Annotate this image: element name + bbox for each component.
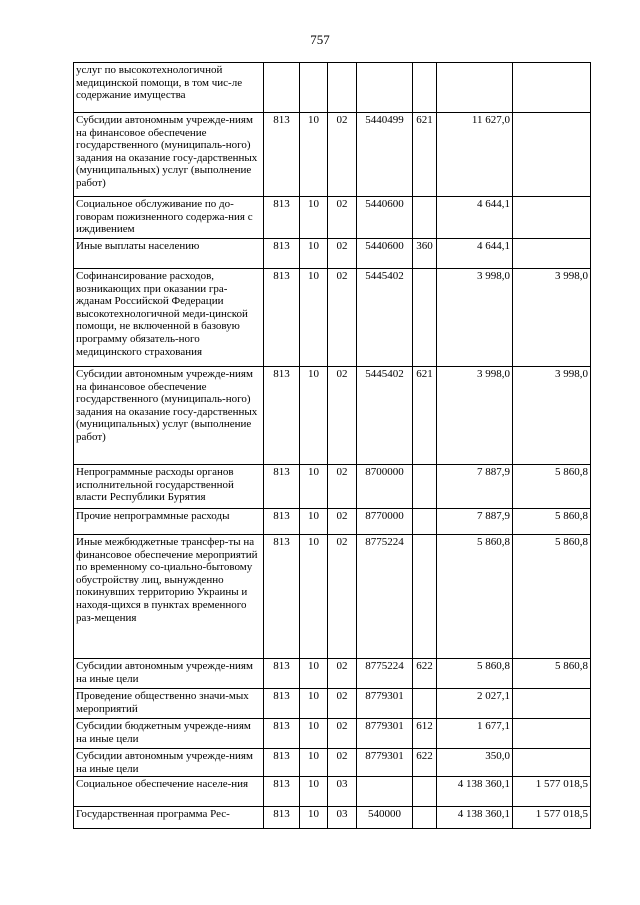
row-name: Субсидии автономным учрежде-ниям на иные цели bbox=[74, 749, 264, 777]
subsection-code: 02 bbox=[328, 535, 357, 659]
amount-federal: 3 998,0 bbox=[513, 367, 591, 465]
row-name: Иные выплаты населению bbox=[74, 239, 264, 269]
section-code: 10 bbox=[300, 113, 328, 197]
subsection-code: 02 bbox=[328, 749, 357, 777]
ministry-code: 813 bbox=[264, 659, 300, 689]
row-name: Социальное обеспечение населе-ния bbox=[74, 777, 264, 807]
table-row bbox=[74, 63, 591, 113]
row-name: Непрограммные расходы органов исполнительной государственной власти Республики Бурятия bbox=[74, 465, 264, 509]
amount-federal bbox=[513, 63, 591, 113]
amount-total: 350,0 bbox=[437, 749, 513, 777]
table-row bbox=[74, 239, 591, 269]
budget-table bbox=[73, 62, 591, 829]
section-code: 10 bbox=[300, 239, 328, 269]
target-article-code: 5440600 bbox=[357, 239, 413, 269]
amount-total: 3 998,0 bbox=[437, 269, 513, 367]
amount-total: 1 677,1 bbox=[437, 719, 513, 749]
subsection-code: 02 bbox=[328, 269, 357, 367]
row-name: Софинансирование расходов, возникающих при оказании гра-жданам Российской Федерации высокотехнологичной меди-цинской помощи, не включенной в базовую программу обязатель-ного медицинского страхования bbox=[74, 269, 264, 367]
target-article-code: 5440499 bbox=[357, 113, 413, 197]
expense-type-code bbox=[413, 807, 437, 829]
subsection-code: 02 bbox=[328, 239, 357, 269]
ministry-code: 813 bbox=[264, 807, 300, 829]
table-row bbox=[74, 689, 591, 719]
section-code: 10 bbox=[300, 777, 328, 807]
amount-federal bbox=[513, 719, 591, 749]
subsection-code: 02 bbox=[328, 367, 357, 465]
row-name: Субсидии автономным учрежде-ниям на финансовое обеспечение государственного (муниципаль-ного) задания на оказание госу-дарственных (муниципальных) услуг (выполнение работ) bbox=[74, 113, 264, 197]
table-row bbox=[74, 113, 591, 197]
target-article-code: 8779301 bbox=[357, 749, 413, 777]
amount-total bbox=[437, 63, 513, 113]
amount-federal bbox=[513, 749, 591, 777]
subsection-code: 02 bbox=[328, 113, 357, 197]
row-name: Прочие непрограммные расходы bbox=[74, 509, 264, 535]
ministry-code bbox=[264, 63, 300, 113]
section-code: 10 bbox=[300, 367, 328, 465]
amount-federal: 5 860,8 bbox=[513, 509, 591, 535]
expense-type-code: 622 bbox=[413, 659, 437, 689]
section-code: 10 bbox=[300, 689, 328, 719]
amount-total: 7 887,9 bbox=[437, 509, 513, 535]
target-article-code: 5445402 bbox=[357, 269, 413, 367]
ministry-code: 813 bbox=[264, 197, 300, 239]
amount-federal: 5 860,8 bbox=[513, 465, 591, 509]
ministry-code: 813 bbox=[264, 269, 300, 367]
table-row bbox=[74, 749, 591, 777]
subsection-code: 03 bbox=[328, 777, 357, 807]
ministry-code: 813 bbox=[264, 689, 300, 719]
ministry-code: 813 bbox=[264, 113, 300, 197]
expense-type-code: 621 bbox=[413, 367, 437, 465]
section-code: 10 bbox=[300, 749, 328, 777]
expense-type-code bbox=[413, 63, 437, 113]
target-article-code: 8779301 bbox=[357, 689, 413, 719]
ministry-code: 813 bbox=[264, 465, 300, 509]
expense-type-code: 612 bbox=[413, 719, 437, 749]
table-row bbox=[74, 509, 591, 535]
row-name: Государственная программа Рес- bbox=[74, 807, 264, 829]
ministry-code: 813 bbox=[264, 239, 300, 269]
table-row bbox=[74, 719, 591, 749]
amount-total: 7 887,9 bbox=[437, 465, 513, 509]
target-article-code: 540000 bbox=[357, 807, 413, 829]
section-code: 10 bbox=[300, 535, 328, 659]
amount-federal: 1 577 018,5 bbox=[513, 807, 591, 829]
section-code: 10 bbox=[300, 197, 328, 239]
section-code: 10 bbox=[300, 269, 328, 367]
table-row bbox=[74, 777, 591, 807]
expense-type-code bbox=[413, 465, 437, 509]
amount-total: 11 627,0 bbox=[437, 113, 513, 197]
target-article-code: 8700000 bbox=[357, 465, 413, 509]
amount-total: 4 644,1 bbox=[437, 239, 513, 269]
amount-total: 4 644,1 bbox=[437, 197, 513, 239]
section-code: 10 bbox=[300, 719, 328, 749]
expense-type-code bbox=[413, 689, 437, 719]
amount-federal bbox=[513, 113, 591, 197]
ministry-code: 813 bbox=[264, 509, 300, 535]
amount-total: 2 027,1 bbox=[437, 689, 513, 719]
target-article-code: 5445402 bbox=[357, 367, 413, 465]
row-name: Иные межбюджетные трансфер-ты на финансовое обеспечение мероприятий по временному со-циально-бытовому обустройству лиц, вынужденно покинувших территорию Украины и находя-щихся в пунктах временного раз-мещения bbox=[74, 535, 264, 659]
expense-type-code bbox=[413, 509, 437, 535]
section-code: 10 bbox=[300, 465, 328, 509]
table-row bbox=[74, 535, 591, 659]
amount-total: 3 998,0 bbox=[437, 367, 513, 465]
expense-type-code: 360 bbox=[413, 239, 437, 269]
expense-type-code bbox=[413, 777, 437, 807]
expense-type-code bbox=[413, 197, 437, 239]
row-name: Проведение общественно значи-мых мероприятий bbox=[74, 689, 264, 719]
amount-federal: 5 860,8 bbox=[513, 535, 591, 659]
table-row bbox=[74, 197, 591, 239]
target-article-code: 8775224 bbox=[357, 659, 413, 689]
expense-type-code: 621 bbox=[413, 113, 437, 197]
ministry-code: 813 bbox=[264, 719, 300, 749]
target-article-code bbox=[357, 63, 413, 113]
expense-type-code: 622 bbox=[413, 749, 437, 777]
subsection-code: 02 bbox=[328, 689, 357, 719]
target-article-code: 5440600 bbox=[357, 197, 413, 239]
subsection-code: 02 bbox=[328, 509, 357, 535]
section-code: 10 bbox=[300, 509, 328, 535]
row-name: услуг по высокотехнологичной медицинской помощи, в том чис-ле содержание имущества bbox=[74, 63, 264, 113]
row-name: Субсидии бюджетным учрежде-ниям на иные цели bbox=[74, 719, 264, 749]
amount-total: 4 138 360,1 bbox=[437, 777, 513, 807]
section-code: 10 bbox=[300, 659, 328, 689]
amount-total: 4 138 360,1 bbox=[437, 807, 513, 829]
amount-total: 5 860,8 bbox=[437, 535, 513, 659]
subsection-code: 02 bbox=[328, 465, 357, 509]
target-article-code: 8770000 bbox=[357, 509, 413, 535]
target-article-code bbox=[357, 777, 413, 807]
table-row bbox=[74, 659, 591, 689]
subsection-code bbox=[328, 63, 357, 113]
row-name: Субсидии автономным учрежде-ниям на финансовое обеспечение государственного (муниципаль-ного) задания на оказание госу-дарственных (муниципальных) услуг (выполнение работ) bbox=[74, 367, 264, 465]
table-row bbox=[74, 269, 591, 367]
section-code: 10 bbox=[300, 807, 328, 829]
amount-federal: 1 577 018,5 bbox=[513, 777, 591, 807]
table-row bbox=[74, 367, 591, 465]
amount-federal bbox=[513, 689, 591, 719]
expense-type-code bbox=[413, 535, 437, 659]
table-row bbox=[74, 807, 591, 829]
subsection-code: 03 bbox=[328, 807, 357, 829]
subsection-code: 02 bbox=[328, 719, 357, 749]
ministry-code: 813 bbox=[264, 749, 300, 777]
row-name: Социальное обслуживание по до-говорам пожизненного содержа-ния с иждивением bbox=[74, 197, 264, 239]
amount-federal: 5 860,8 bbox=[513, 659, 591, 689]
target-article-code: 8779301 bbox=[357, 719, 413, 749]
amount-total: 5 860,8 bbox=[437, 659, 513, 689]
section-code bbox=[300, 63, 328, 113]
ministry-code: 813 bbox=[264, 367, 300, 465]
subsection-code: 02 bbox=[328, 197, 357, 239]
subsection-code: 02 bbox=[328, 659, 357, 689]
table-row bbox=[74, 465, 591, 509]
amount-federal bbox=[513, 197, 591, 239]
ministry-code: 813 bbox=[264, 777, 300, 807]
amount-federal: 3 998,0 bbox=[513, 269, 591, 367]
page-number: 757 bbox=[310, 32, 330, 47]
amount-federal bbox=[513, 239, 591, 269]
target-article-code: 8775224 bbox=[357, 535, 413, 659]
row-name: Субсидии автономным учрежде-ниям на иные цели bbox=[74, 659, 264, 689]
expense-type-code bbox=[413, 269, 437, 367]
ministry-code: 813 bbox=[264, 535, 300, 659]
